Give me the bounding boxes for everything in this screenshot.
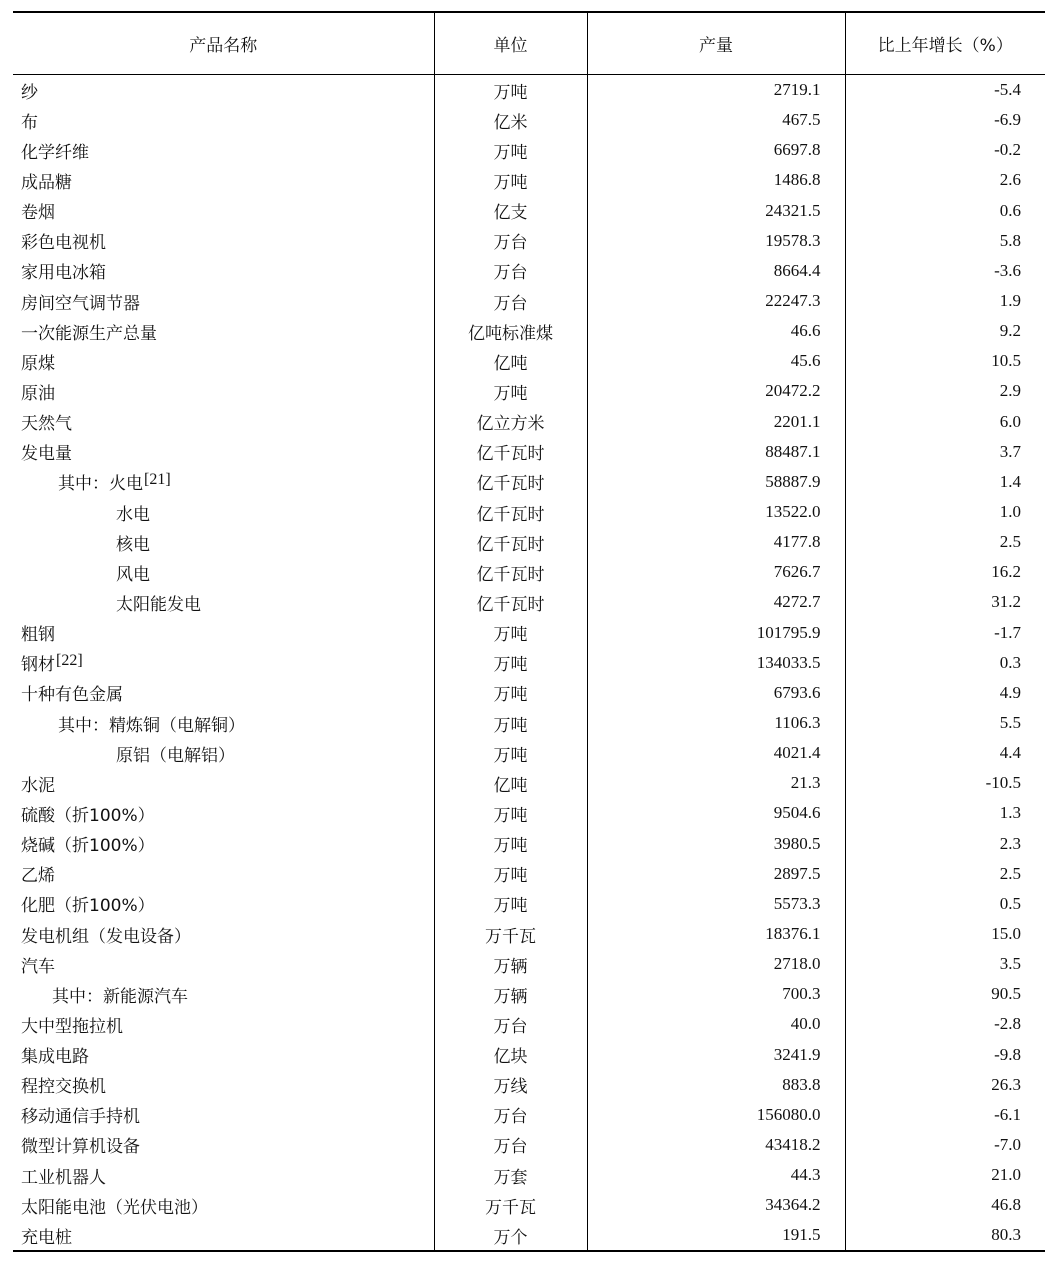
product-name: 钢材 (21, 655, 55, 676)
product-name: 粗钢 (21, 625, 55, 646)
cell-unit: 万吨 (434, 889, 587, 919)
product-name: 化学纤维 (21, 142, 89, 163)
cell-output: 43418.2 (587, 1130, 845, 1160)
product-name: 工业机器人 (21, 1167, 106, 1188)
cell-output: 467.5 (587, 105, 845, 135)
cell-product-name (13, 1220, 434, 1251)
table-row (13, 648, 1045, 678)
table-row (13, 196, 1045, 226)
table-row (13, 527, 1045, 557)
cell-growth: 5.5 (845, 708, 1045, 738)
product-name: 纱 (21, 82, 38, 103)
cell-growth: 15.0 (845, 919, 1045, 949)
table-row (13, 678, 1045, 708)
product-name: 烧碱（折100%） (21, 836, 155, 857)
cell-output: 18376.1 (587, 919, 845, 949)
cell-unit: 亿千瓦时 (434, 497, 587, 527)
cell-unit: 万台 (434, 1100, 587, 1130)
table-row (13, 135, 1045, 165)
table-row (13, 919, 1045, 949)
table-row (13, 618, 1045, 648)
table-row (13, 346, 1045, 376)
cell-growth: 1.4 (845, 467, 1045, 497)
cell-product-name (13, 256, 434, 286)
cell-unit: 万个 (434, 1220, 587, 1251)
product-name: 汽车 (21, 956, 55, 977)
cell-growth: 90.5 (845, 979, 1045, 1009)
cell-output: 4177.8 (587, 527, 845, 557)
product-name: 程控交换机 (21, 1077, 106, 1098)
cell-product-name (13, 648, 434, 678)
cell-output: 2718.0 (587, 949, 845, 979)
table-row (13, 798, 1045, 828)
cell-growth: 21.0 (845, 1160, 1045, 1190)
cell-output: 191.5 (587, 1220, 845, 1251)
product-name: 一次能源生产总量 (21, 323, 157, 344)
product-name: 发电机组（发电设备） (21, 926, 191, 947)
cell-output: 3241.9 (587, 1040, 845, 1070)
cell-product-name (13, 407, 434, 437)
cell-growth: 0.3 (845, 648, 1045, 678)
cell-product-name (13, 557, 434, 587)
table-row (13, 376, 1045, 406)
product-name: 彩色电视机 (21, 233, 106, 254)
cell-output: 6697.8 (587, 135, 845, 165)
header-product-name: 产品名称 (13, 12, 434, 75)
cell-output: 700.3 (587, 979, 845, 1009)
cell-growth: -2.8 (845, 1009, 1045, 1039)
table-row (13, 738, 1045, 768)
product-name: 风电 (116, 564, 150, 585)
product-name: 卷烟 (21, 203, 55, 224)
cell-product-name (13, 738, 434, 768)
cell-unit: 亿支 (434, 196, 587, 226)
cell-growth: 3.5 (845, 949, 1045, 979)
cell-unit: 亿块 (434, 1040, 587, 1070)
product-name: 天然气 (21, 414, 72, 435)
table-row (13, 708, 1045, 738)
table-row (13, 1160, 1045, 1190)
product-name: 核电 (116, 534, 150, 555)
table-row (13, 467, 1045, 497)
cell-product-name (13, 768, 434, 798)
product-name: 太阳能发电 (116, 594, 201, 615)
table-row (13, 437, 1045, 467)
cell-unit: 万千瓦 (434, 919, 587, 949)
cell-product-name (13, 226, 434, 256)
cell-output: 19578.3 (587, 226, 845, 256)
product-name: 火电 (109, 474, 143, 495)
cell-unit: 亿千瓦时 (434, 587, 587, 617)
cell-output: 156080.0 (587, 1100, 845, 1130)
cell-growth: -10.5 (845, 768, 1045, 798)
cell-unit: 亿米 (434, 105, 587, 135)
cell-output: 45.6 (587, 346, 845, 376)
cell-output: 13522.0 (587, 497, 845, 527)
cell-product-name (13, 618, 434, 648)
cell-growth: 4.9 (845, 678, 1045, 708)
cell-product-name (13, 1009, 434, 1039)
cell-unit: 万套 (434, 1160, 587, 1190)
cell-unit: 亿千瓦时 (434, 557, 587, 587)
cell-product-name (13, 979, 434, 1009)
row-prefix-label: 其中： (52, 986, 103, 1007)
cell-output: 24321.5 (587, 196, 845, 226)
cell-product-name (13, 1190, 434, 1220)
table-row (13, 587, 1045, 617)
product-name: 集成电路 (21, 1047, 89, 1068)
cell-output: 101795.9 (587, 618, 845, 648)
table-row (13, 1190, 1045, 1220)
cell-growth: 10.5 (845, 346, 1045, 376)
cell-unit: 万吨 (434, 738, 587, 768)
cell-growth: 31.2 (845, 587, 1045, 617)
product-name: 原油 (21, 383, 55, 404)
cell-product-name (13, 1130, 434, 1160)
cell-growth: 2.3 (845, 829, 1045, 859)
cell-product-name (13, 165, 434, 195)
table-row (13, 1100, 1045, 1130)
cell-product-name (13, 859, 434, 889)
footnote-marker: [22] (56, 652, 83, 670)
table-row (13, 889, 1045, 919)
product-name: 水电 (116, 504, 150, 525)
cell-output: 46.6 (587, 316, 845, 346)
header-output: 产量 (587, 12, 845, 75)
cell-output: 1486.8 (587, 165, 845, 195)
table-header (13, 12, 1045, 75)
cell-growth: 16.2 (845, 557, 1045, 587)
table-row (13, 1220, 1045, 1251)
cell-product-name (13, 1070, 434, 1100)
cell-output: 34364.2 (587, 1190, 845, 1220)
cell-growth: 4.4 (845, 738, 1045, 768)
cell-output: 8664.4 (587, 256, 845, 286)
cell-growth: 6.0 (845, 407, 1045, 437)
cell-output: 20472.2 (587, 376, 845, 406)
cell-growth: 0.6 (845, 196, 1045, 226)
table-row (13, 105, 1045, 135)
cell-output: 3980.5 (587, 829, 845, 859)
product-output-table-container (13, 11, 1045, 1252)
cell-unit: 万吨 (434, 648, 587, 678)
cell-product-name (13, 587, 434, 617)
cell-growth: 26.3 (845, 1070, 1045, 1100)
cell-product-name (13, 135, 434, 165)
cell-growth: -5.4 (845, 75, 1045, 106)
cell-growth: 0.5 (845, 889, 1045, 919)
product-name: 硫酸（折100%） (21, 805, 155, 826)
cell-output: 22247.3 (587, 286, 845, 316)
cell-output: 2897.5 (587, 859, 845, 889)
cell-growth: 1.9 (845, 286, 1045, 316)
table-row (13, 557, 1045, 587)
cell-product-name (13, 376, 434, 406)
product-name: 充电桩 (21, 1227, 72, 1248)
product-name: 布 (21, 112, 38, 133)
cell-growth: 80.3 (845, 1220, 1045, 1251)
product-name: 移动通信手持机 (21, 1107, 140, 1128)
cell-product-name (13, 949, 434, 979)
cell-growth: 46.8 (845, 1190, 1045, 1220)
table-row (13, 316, 1045, 346)
table-row (13, 979, 1045, 1009)
cell-output: 2719.1 (587, 75, 845, 106)
product-name: 精炼铜（电解铜） (109, 715, 245, 736)
product-name: 大中型拖拉机 (21, 1016, 123, 1037)
cell-growth: -3.6 (845, 256, 1045, 286)
cell-product-name (13, 105, 434, 135)
cell-unit: 亿吨 (434, 768, 587, 798)
cell-product-name (13, 708, 434, 738)
table-body (13, 75, 1045, 1252)
table-row (13, 1009, 1045, 1039)
table-row (13, 286, 1045, 316)
product-name: 水泥 (21, 775, 55, 796)
footnote-marker: [21] (144, 471, 171, 489)
cell-product-name (13, 286, 434, 316)
product-name: 微型计算机设备 (21, 1137, 140, 1158)
cell-product-name (13, 527, 434, 557)
cell-growth: -1.7 (845, 618, 1045, 648)
cell-output: 883.8 (587, 1070, 845, 1100)
cell-unit: 万吨 (434, 859, 587, 889)
cell-product-name (13, 497, 434, 527)
cell-unit: 万台 (434, 256, 587, 286)
cell-growth: 1.3 (845, 798, 1045, 828)
product-name: 新能源汽车 (103, 986, 188, 1007)
cell-unit: 万千瓦 (434, 1190, 587, 1220)
cell-growth: 3.7 (845, 437, 1045, 467)
cell-growth: 2.9 (845, 376, 1045, 406)
cell-unit: 万辆 (434, 949, 587, 979)
cell-product-name (13, 75, 434, 106)
cell-growth: 5.8 (845, 226, 1045, 256)
cell-growth: 2.6 (845, 165, 1045, 195)
cell-growth: 2.5 (845, 527, 1045, 557)
table-row (13, 407, 1045, 437)
cell-unit: 亿千瓦时 (434, 527, 587, 557)
cell-product-name (13, 316, 434, 346)
table-row (13, 75, 1045, 106)
cell-output: 40.0 (587, 1009, 845, 1039)
cell-output: 88487.1 (587, 437, 845, 467)
cell-product-name (13, 1040, 434, 1070)
header-unit: 单位 (434, 12, 587, 75)
cell-growth: -6.9 (845, 105, 1045, 135)
cell-growth: 9.2 (845, 316, 1045, 346)
table-row (13, 1070, 1045, 1100)
cell-output: 7626.7 (587, 557, 845, 587)
table-row (13, 226, 1045, 256)
cell-unit: 万吨 (434, 798, 587, 828)
cell-unit: 万吨 (434, 708, 587, 738)
cell-product-name (13, 798, 434, 828)
cell-unit: 万台 (434, 1130, 587, 1160)
cell-output: 5573.3 (587, 889, 845, 919)
product-name: 成品糖 (21, 172, 72, 193)
cell-output: 6793.6 (587, 678, 845, 708)
cell-output: 1106.3 (587, 708, 845, 738)
cell-product-name (13, 196, 434, 226)
cell-product-name (13, 346, 434, 376)
cell-unit: 万吨 (434, 75, 587, 106)
cell-growth: 2.5 (845, 859, 1045, 889)
product-name: 原铝（电解铝） (116, 745, 235, 766)
cell-product-name (13, 1160, 434, 1190)
cell-growth: -0.2 (845, 135, 1045, 165)
cell-growth: -6.1 (845, 1100, 1045, 1130)
cell-output: 134033.5 (587, 648, 845, 678)
cell-unit: 万吨 (434, 135, 587, 165)
table-row (13, 859, 1045, 889)
cell-product-name (13, 467, 434, 497)
row-prefix-label: 其中： (58, 474, 109, 495)
table-row (13, 829, 1045, 859)
product-name: 乙烯 (21, 866, 55, 887)
cell-output: 4272.7 (587, 587, 845, 617)
cell-unit: 万吨 (434, 618, 587, 648)
cell-output: 21.3 (587, 768, 845, 798)
cell-product-name (13, 437, 434, 467)
table-row (13, 1130, 1045, 1160)
cell-unit: 万台 (434, 226, 587, 256)
product-name: 化肥（折100%） (21, 896, 155, 917)
cell-unit: 万台 (434, 286, 587, 316)
cell-unit: 万吨 (434, 678, 587, 708)
cell-product-name (13, 919, 434, 949)
cell-growth: 1.0 (845, 497, 1045, 527)
cell-unit: 万线 (434, 1070, 587, 1100)
cell-growth: -9.8 (845, 1040, 1045, 1070)
cell-output: 58887.9 (587, 467, 845, 497)
cell-unit: 亿吨 (434, 346, 587, 376)
cell-unit: 万吨 (434, 165, 587, 195)
cell-unit: 万吨 (434, 829, 587, 859)
product-name: 太阳能电池（光伏电池） (21, 1197, 208, 1218)
cell-output: 4021.4 (587, 738, 845, 768)
table-row (13, 768, 1045, 798)
product-name: 家用电冰箱 (21, 263, 106, 284)
product-name: 原煤 (21, 353, 55, 374)
cell-output: 44.3 (587, 1160, 845, 1190)
cell-product-name (13, 889, 434, 919)
cell-output: 2201.1 (587, 407, 845, 437)
table-row (13, 497, 1045, 527)
cell-product-name (13, 1100, 434, 1130)
row-prefix-label: 其中： (58, 715, 109, 736)
cell-unit: 亿吨标准煤 (434, 316, 587, 346)
cell-growth: -7.0 (845, 1130, 1045, 1160)
product-name: 发电量 (21, 444, 72, 465)
cell-unit: 亿千瓦时 (434, 467, 587, 497)
product-output-table (13, 11, 1045, 1252)
table-row (13, 1040, 1045, 1070)
cell-unit: 亿立方米 (434, 407, 587, 437)
cell-unit: 亿千瓦时 (434, 437, 587, 467)
header-growth: 比上年增长（%） (845, 12, 1045, 75)
table-row (13, 949, 1045, 979)
cell-output: 9504.6 (587, 798, 845, 828)
table-row (13, 256, 1045, 286)
header-row (13, 12, 1045, 75)
table-row (13, 165, 1045, 195)
product-name: 房间空气调节器 (21, 293, 140, 314)
cell-unit: 万台 (434, 1009, 587, 1039)
product-name: 十种有色金属 (21, 685, 123, 706)
cell-unit: 万辆 (434, 979, 587, 1009)
cell-product-name (13, 829, 434, 859)
cell-product-name (13, 678, 434, 708)
cell-unit: 万吨 (434, 376, 587, 406)
